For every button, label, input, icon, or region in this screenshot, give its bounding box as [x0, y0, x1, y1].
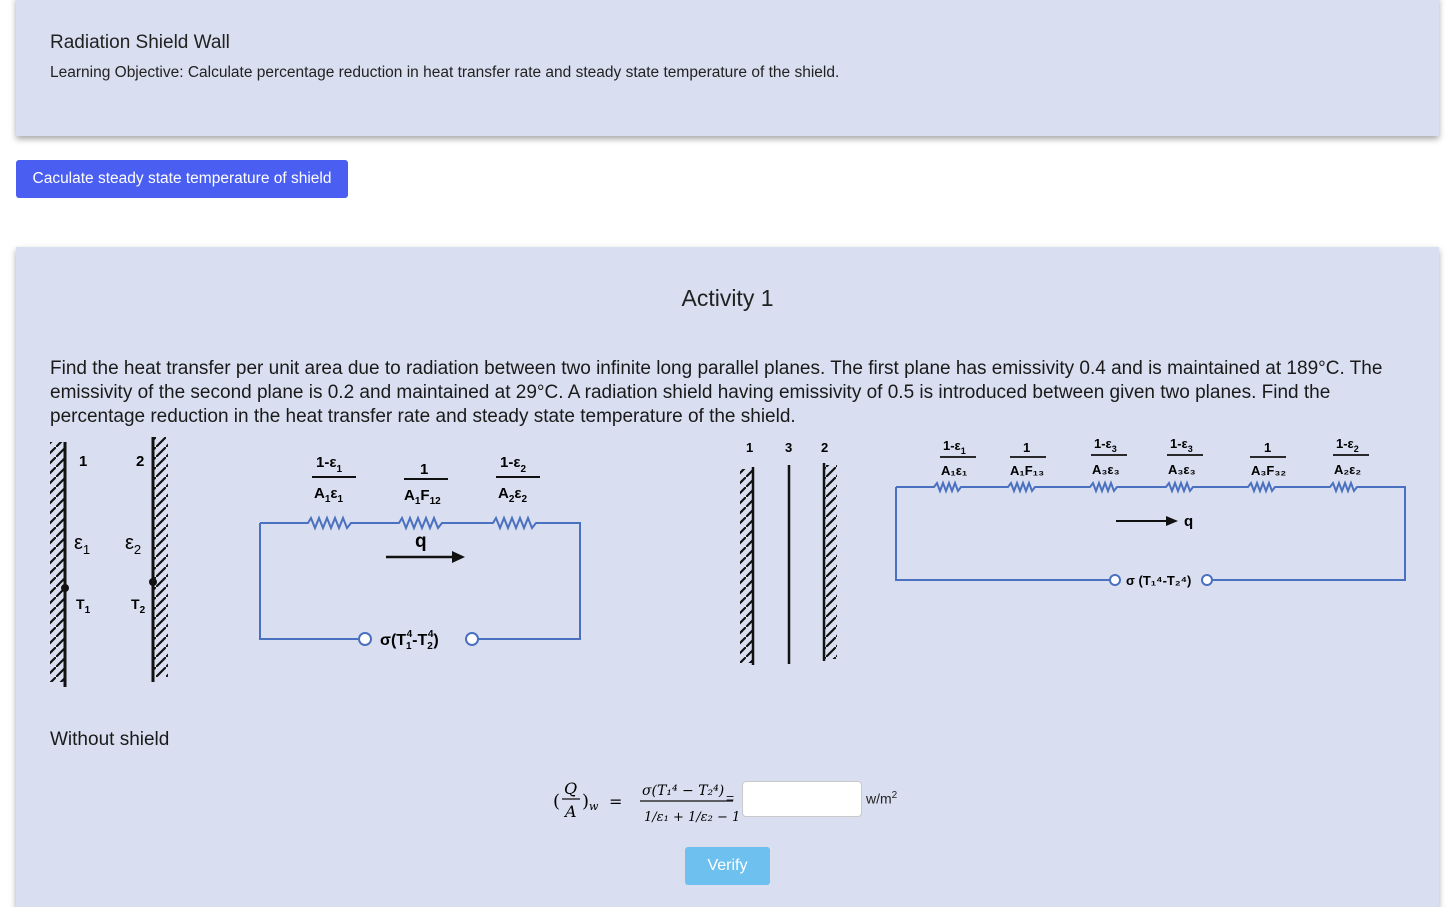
c2-r6-numerator: $1-\varepsilon_2$: [1336, 436, 1359, 454]
circuit-without-shield: [260, 454, 580, 652]
c2-r1-numerator: $1-\varepsilon_1$: [943, 438, 966, 456]
c2-flow-arrow-head: [1166, 516, 1178, 526]
c1-r2-numerator: 1: [420, 461, 429, 478]
plane-2-label: 2: [136, 453, 145, 470]
formula-open-paren: (: [553, 791, 561, 812]
formula-lhs-numerator: Q: [564, 779, 578, 798]
c2-r5-denominator: A₃F₃₂: [1251, 463, 1287, 478]
circuit-2-wire-top: [896, 483, 1405, 580]
plane-2-hatch: [154, 437, 168, 677]
temperature-2-label: $T_2$: [131, 596, 146, 616]
heat-flux-answer-input[interactable]: [742, 781, 862, 817]
formula-equals: =: [609, 792, 623, 811]
c2-r3-numerator: $1-\varepsilon_3$: [1094, 436, 1117, 454]
c2-r4-denominator: A₃ε₃: [1168, 462, 1196, 477]
circuit-with-shield: [896, 436, 1405, 588]
problem-statement: Find the heat transfer per unit area due to radiation between two infinite long parallel planes. The first plane has emissivity 0.4 and is maintained at 189°C. The emissivity of the second plane is 0.2 and maintained at 29°C. A radiation shield having emissivity of 0.5 is introduced between given two planes. Find the percentage reduction in the heat transfer rate and steady state temperature of the shield.: [50, 358, 1383, 427]
c1-source-label: $\sigma(T_14-T_24)$: [380, 629, 439, 652]
learning-objective: Learning Objective: Calculate percentage reduction in heat transfer rate and steady state temperature of the shield.: [50, 64, 840, 81]
c2-r1-denominator: A₁ε₁: [941, 463, 968, 478]
calculate-shield-temperature-button[interactable]: Caculate steady state temperature of shield: [16, 160, 348, 198]
c1-r3-denominator: $A_2\varepsilon_2$: [498, 485, 528, 505]
without-shield-label: Without shield: [50, 729, 170, 750]
circuit-2-terminal-left: [1110, 575, 1120, 585]
formula-lhs-denominator: A: [565, 802, 577, 821]
plane-1-point: [61, 584, 69, 592]
formula-rhs-numerator: σ(T₁⁴ − T₂⁴): [642, 783, 725, 799]
c2-r6-denominator: A₂ε₂: [1334, 462, 1362, 477]
circuit-1-terminal-right: [466, 633, 478, 645]
plane-1-hatch: [50, 442, 64, 682]
circuit-1-terminal-left: [359, 633, 371, 645]
plane-1-label: 1: [79, 453, 88, 470]
c2-r3-denominator: A₃ε₃: [1092, 462, 1120, 477]
c1-r1-numerator: $1-\varepsilon_1$: [316, 454, 343, 475]
d2-plane-1-label: 1: [746, 440, 754, 455]
formula-close-paren: ): [582, 791, 590, 812]
c2-source-label: σ (T₁⁴-T₂⁴): [1126, 573, 1192, 588]
d2-plane-2-hatch: [825, 465, 837, 659]
d2-plane-2-label: 2: [821, 440, 829, 455]
circuit-1-wire-left: [260, 523, 358, 639]
c1-r3-numerator: $1-\varepsilon_2$: [500, 454, 527, 475]
d2-plane-1-hatch: [740, 469, 752, 663]
circuit-2-wire-left: [896, 487, 1110, 580]
c2-r4-numerator: $1-\varepsilon_3$: [1170, 436, 1193, 454]
emissivity-1-label: $\varepsilon_1$: [74, 532, 91, 557]
c2-r5-numerator: 1: [1264, 440, 1272, 455]
formula-rhs-denominator: 1/ε₁ + 1/ε₂ − 1: [644, 810, 741, 825]
c1-flow-arrow-head: [452, 551, 465, 563]
plane-2-point: [149, 578, 157, 586]
shield-planes-diagram: [740, 440, 837, 665]
temperature-1-label: $T_1$: [76, 596, 91, 616]
c2-r2-denominator: A₁F₁₃: [1010, 463, 1045, 478]
page-title: Radiation Shield Wall: [50, 32, 230, 53]
radiation-diagrams: [16, 247, 1439, 687]
c2-r2-numerator: 1: [1023, 440, 1031, 455]
formula-lhs-subscript: w: [589, 800, 599, 813]
c1-r2-denominator: $A_1F_{12}$: [404, 487, 441, 507]
circuit-2-terminal-right: [1202, 575, 1212, 585]
c1-r1-denominator: $A_1\varepsilon_1$: [314, 485, 344, 505]
verify-button[interactable]: Verify: [685, 847, 770, 885]
d2-shield-label: 3: [785, 440, 793, 455]
c2-heat-flux-label: q: [1184, 513, 1194, 530]
answer-unit: $w/m^2$: [866, 790, 898, 807]
activity-title: Activity 1: [681, 285, 774, 311]
activity-card: [16, 247, 1439, 907]
c1-heat-flux-label: q: [415, 531, 427, 552]
answer-equals-sign: =: [726, 790, 735, 806]
emissivity-2-label: $\varepsilon_2$: [125, 532, 142, 557]
two-planes-diagram: [50, 437, 168, 687]
heat-flux-formula: [553, 775, 753, 835]
header-card: [16, 0, 1439, 136]
